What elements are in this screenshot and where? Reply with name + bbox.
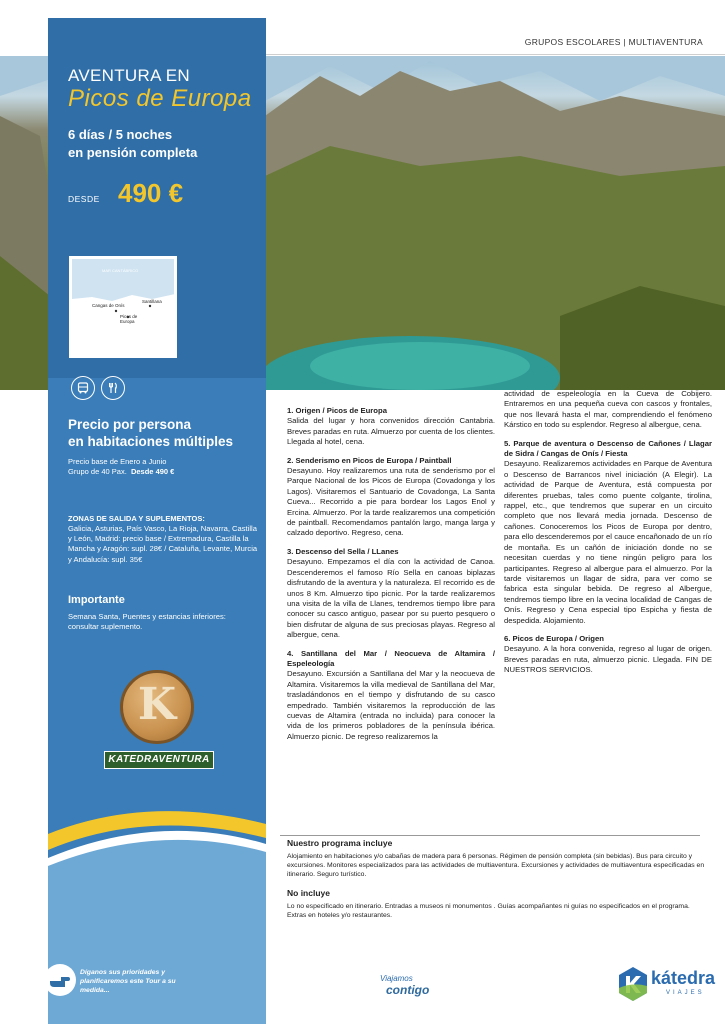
day-title: 2. Senderismo en Picos de Europa / Paintball bbox=[287, 455, 452, 465]
map-label-santillana: Santillana bbox=[142, 299, 162, 304]
day-text: Desayuno. Realizaremos actividades en Parque de Aventura o Descenso de Barrancos nivel iniciación (A Elegir). La actividad de Parque de Aventura, está compuesta por diferentes pruebas, tales como puente colgante, tirolina, rappel, etc., que tendremos que superar en un circuito completo que nos llevará media jornada. Descenso de cañones. Conoceremos los Picos de Europa por dentro, para ello descenderemos por el cauce encañonado de un río de montaña. Es un cañón de iniciación donde no se necesitan cuerdas y no tiene ningún peligro para los participantes. Regreso al albergue para el almuerzo. Por la tarde visitaremos un llagar de sidra, para ver como se fabrica esta singular bebida. De regreso al Albergue, tendremos tiempo libre en la vecina localidad de Cangas de Onís. Regreso y Cena especial tipo Espicha y fiesta de despedida. Alojamiento. bbox=[504, 459, 712, 625]
price-amount: 490 € bbox=[118, 178, 184, 208]
base-price-info bbox=[68, 457, 258, 477]
group-label: Grupo de 40 Pax. bbox=[68, 467, 127, 476]
duration-line-2: en pensión completa bbox=[68, 145, 198, 160]
day-text: Salida del lugar y hora convenidos dirección Cantabria. Breves paradas en ruta. Almuerzo por cuenta de los clientes. Llegada al hotel, cena. bbox=[287, 416, 495, 447]
slogan-bottom: contigo bbox=[386, 983, 430, 997]
itinerary-column-2 bbox=[504, 389, 712, 684]
per-person-title bbox=[68, 416, 258, 450]
includes-heading: Nuestro programa incluye bbox=[287, 838, 393, 848]
includes-text: Alojamiento en habitaciones y/o cabañas de madera para 6 personas. Régimen de pensión completa (sin bebidas). Bus para circuito y excursiones. Monitores especializados para las actividades de multiaventura. Excursiones y actividades de multiaventura especificadas en itinerario. Seguro turístico. bbox=[287, 853, 705, 879]
program-includes bbox=[287, 838, 707, 928]
katedra-logo-icon bbox=[617, 966, 649, 1002]
not-included-text: Lo no especificado en itinerario. Entradas a museos ni monumentos . Guías acompañantes ni guías no especificados en el programa. Extras en hoteles y/o restaurantes. bbox=[287, 902, 690, 919]
group-price: Desde 490 € bbox=[130, 467, 175, 476]
zones-heading: ZONAS DE SALIDA Y SUPLEMENTOS: bbox=[68, 514, 205, 523]
itinerary-day bbox=[287, 406, 495, 448]
map-label-cangas: Cangas de Onís bbox=[92, 303, 125, 308]
price-desde-label: DESDE bbox=[68, 194, 100, 204]
katedra-subtitle: VIAJES bbox=[666, 990, 705, 996]
itinerary-day bbox=[287, 547, 495, 641]
itinerary-continuation: actividad de espeleología en la Cueva de Cobijero. Entraremos en una pequeña cueva con cascos y frontales, que nos llevará hasta el mar, comprendiendo el fenómeno Kárstico en todo su esplendor. Regreso al albergue, cena. bbox=[504, 389, 712, 430]
map-label-picos: Picos de Europa bbox=[120, 314, 138, 324]
katedraventura-wordmark: KATEDRAVENTURA bbox=[104, 751, 214, 769]
itinerary-day bbox=[504, 439, 712, 626]
per-person-title-line-2: en habitaciones múltiples bbox=[68, 434, 234, 449]
map-sea-label: MAR CANTÁBRICO bbox=[102, 268, 139, 273]
zones-text: Galicia, Asturias, País Vasco, La Rioja, Navarra, Castilla y León, Madrid: precio base / Extremadura, Castilla la Mancha y Aragón: supl. 28€ / Cataluña, Levante, Murcia y Andalucía: supl. 35€ bbox=[68, 524, 258, 564]
itinerary-day bbox=[287, 649, 495, 743]
day-title: 3. Descenso del Sella / LLanes bbox=[287, 546, 399, 556]
services-icons bbox=[71, 376, 125, 400]
day-title: 4. Santillana del Mar / Neocueva de Altamira / Espeleología bbox=[287, 648, 495, 668]
day-title: 6. Picos de Europa / Origen bbox=[504, 633, 604, 643]
info-sidebar bbox=[48, 18, 266, 1024]
slogan-top: Viajamos bbox=[380, 974, 413, 983]
not-included-heading: No incluye bbox=[287, 887, 330, 898]
logo-letter: K bbox=[137, 679, 177, 730]
itinerary-column-1 bbox=[287, 406, 495, 750]
duration-line-1: 6 días / 5 noches bbox=[68, 127, 173, 142]
day-title: 1. Origen / Picos de Europa bbox=[287, 406, 387, 415]
title-line-2: Picos de Europa bbox=[68, 85, 252, 112]
group-line bbox=[68, 467, 258, 477]
category-label: GRUPOS ESCOLARES | MULTIAVENTURA bbox=[524, 37, 703, 47]
bus-icon bbox=[71, 376, 95, 400]
header-divider bbox=[265, 54, 725, 55]
important-text: Semana Santa, Puentes y estancias inferiores: consultar suplemento. bbox=[68, 612, 226, 632]
duration bbox=[68, 126, 258, 162]
itinerary-day bbox=[504, 634, 712, 676]
katedra-name: kátedra bbox=[651, 968, 716, 988]
bottom-slogan: Díganos sus prioridades y planificaremos este Tour a su medida... bbox=[80, 969, 176, 994]
important-heading: Importante bbox=[68, 594, 125, 606]
per-person-title-line-1: Precio por persona bbox=[68, 417, 192, 432]
base-price-line: Precio base de Enero a Junio bbox=[68, 457, 167, 466]
day-text: Desayuno. Empezamos el día con la actividad de Canoa. Descenderemos el famoso Río Sella en canoas biplazas disfrutando de la aventura y la naturaleza. El recorrido es de unos 8 Km. Almuerzo tipo picnic. Por la tarde realizaremos una visita de la villa de Llanes, tendremos tiempo libre para conocer su casco antiguo, pasear por su puerto pesquero o bien disfrutar de alguna de sus preciosas playas. Regreso al albergue, cena. bbox=[287, 557, 495, 640]
location-map bbox=[69, 256, 177, 358]
day-text: Desayuno. A la hora convenida, regreso al lugar de origen. Breves paradas en ruta, almuerzo picnic. Llegada. FIN DE NUESTROS SERVICIOS. bbox=[504, 644, 712, 675]
restaurant-icon bbox=[101, 376, 125, 400]
day-title: 5. Parque de aventura o Descenso de Cañones / Llagar de Sidra / Cangas de Onís / Fiesta bbox=[504, 438, 712, 459]
pointing-hand-icon bbox=[44, 964, 76, 996]
katedraventura-logo bbox=[120, 670, 194, 744]
day-text: Desayuno. Hoy realizaremos una ruta de senderismo por el Parque Nacional de los Picos de Europa (Covadonga y los Lagos). Visitaremos el Santuario de Covadonga, La Santa Cueva... Recorrido a pie para bordear los Lagos Enol y Ercina. Almuerzo. Por la tarde realizaremos una competición de paintball. Recomendamos pantalón largo, manga larga y calzado deportivo. Regreso, cena. bbox=[287, 466, 495, 538]
title-line-1: AVENTURA EN bbox=[68, 66, 191, 85]
itinerary-day bbox=[287, 456, 495, 539]
includes-divider bbox=[280, 835, 700, 836]
day-text: Desayuno. Excursión a Santillana del Mar y la neocueva de Altamira. Visitaremos la villa medieval de Santillana del Mar, trasladándonos en el tiempo y disfrutando de su casco empedrado. También visitaremos la reproducción de las cuevas de Altamira (entrada no incluida) para conocer la vida de los primeros pobladores de la península ibérica. Almuerzo picnic. De regreso realizaremos la bbox=[287, 669, 495, 741]
